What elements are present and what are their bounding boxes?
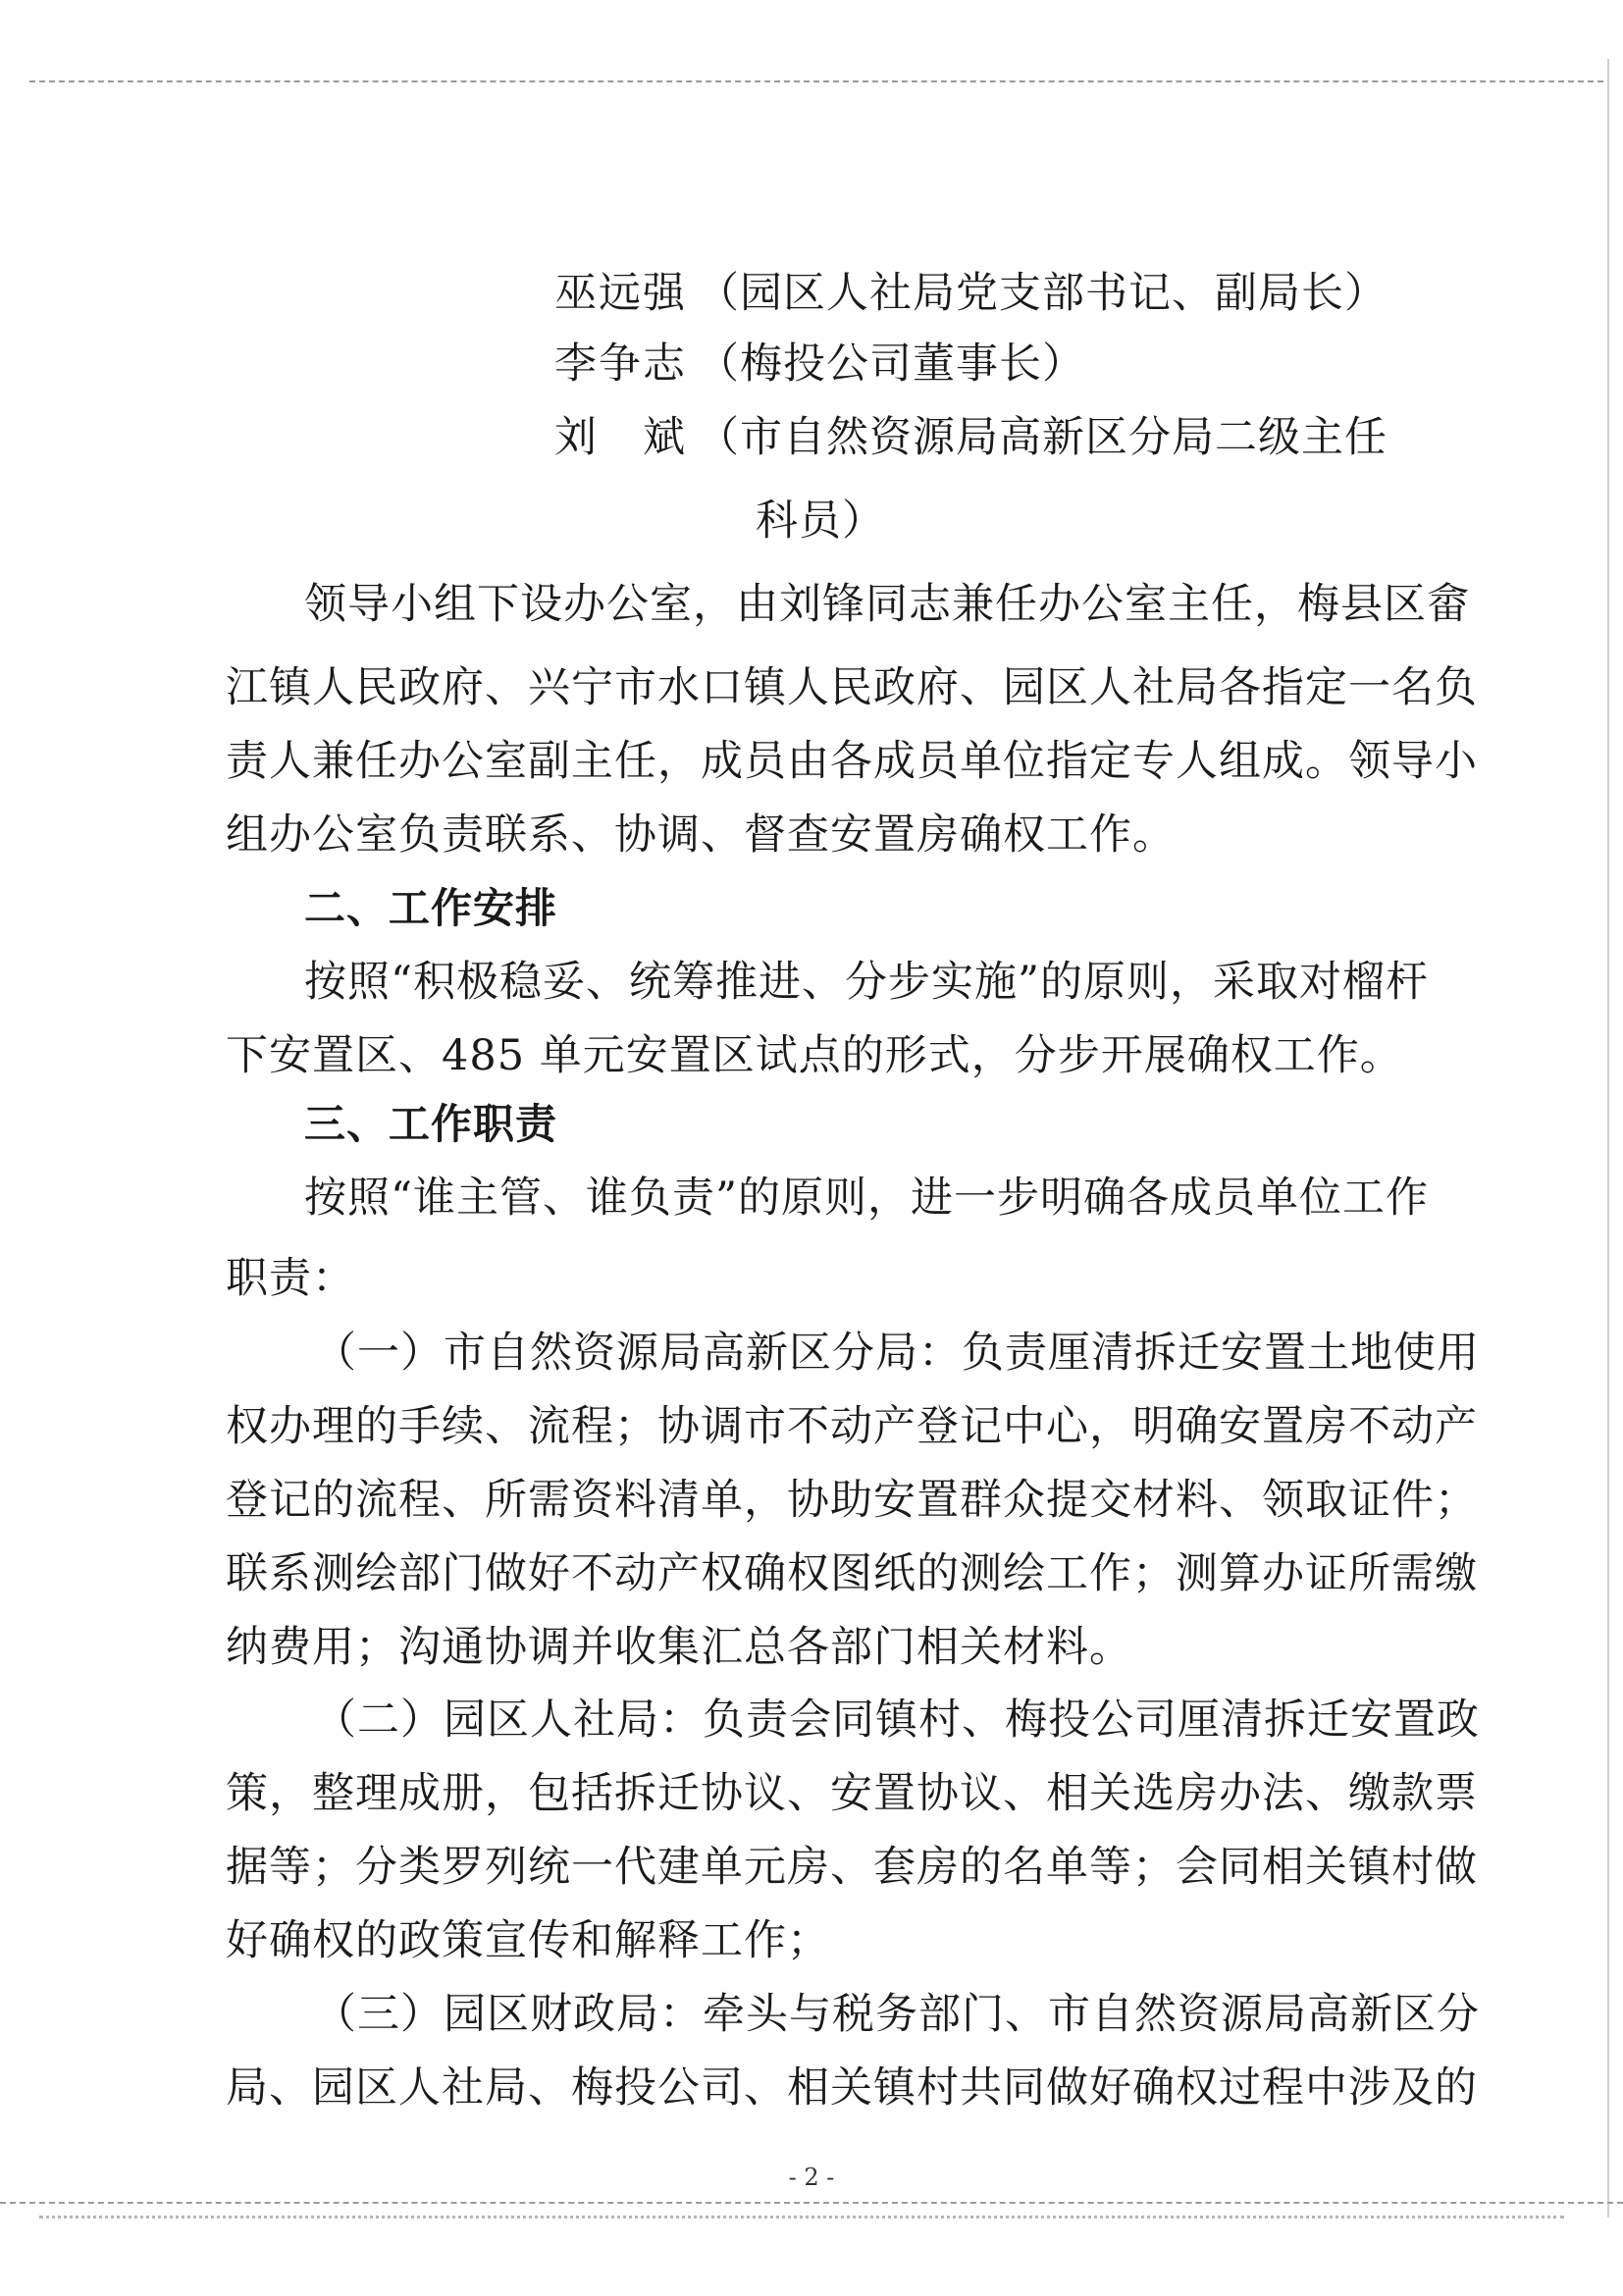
member-name: 刘 斌 <box>554 413 687 462</box>
member-role: （园区人社局党支部书记、副局长） <box>697 269 1387 318</box>
paragraph-line: 职责： <box>226 1254 355 1303</box>
page-number: - 2 - <box>788 2164 835 2191</box>
member-role-continuation: 科员） <box>756 496 885 546</box>
paragraph-line: 策，整理成册，包括拆迁协议、安置协议、相关选房办法、缴款票 <box>226 1769 1478 1818</box>
paragraph-line: 登记的流程、所需资料清单，协助安置群众提交材料、领取证件； <box>226 1476 1478 1525</box>
paragraph-line: 责人兼任办公室副主任，成员由各成员单位指定专人组成。领导小 <box>226 737 1478 786</box>
member-name: 巫远强 <box>554 269 687 318</box>
scan-edge-bottom <box>0 2202 1623 2204</box>
paragraph-line: 下安置区、485 单元安置区试点的形式，分步开展确权工作。 <box>226 1031 1403 1080</box>
paragraph-line: 联系测绘部门做好不动产权确权图纸的测绘工作；测算办证所需缴 <box>226 1549 1478 1598</box>
paragraph-line: 按照“谁主管、谁负责”的原则，进一步明确各成员单位工作 <box>304 1174 1429 1223</box>
paragraph-line: 按照“积极稳妥、统筹推进、分步实施”的原则，采取对榴杆 <box>304 958 1429 1007</box>
paragraph-line: （一）市自然资源局高新区分局：负责厘清拆迁安置土地使用 <box>314 1329 1480 1378</box>
paragraph-line: 局、园区人社局、梅投公司、相关镇村共同做好确权过程中涉及的 <box>226 2063 1478 2113</box>
section-heading: 二、工作安排 <box>304 884 558 932</box>
member-role: （梅投公司董事长） <box>697 339 1085 389</box>
scan-edge-top <box>29 80 1603 82</box>
paragraph-line: 领导小组下设办公室，由刘锋同志兼任办公室主任，梅县区畲 <box>304 580 1470 629</box>
paragraph-line: 权办理的手续、流程；协调市不动产登记中心，明确安置房不动产 <box>226 1402 1478 1451</box>
paragraph-line: 据等；分类罗列统一代建单元房、套房的名单等；会同相关镇村做 <box>226 1843 1478 1892</box>
member-name: 李争志 <box>554 339 687 389</box>
paragraph-line: （三）园区财政局：牵头与税务部门、市自然资源局高新区分 <box>314 1990 1480 2039</box>
paragraph-line: 好确权的政策宣传和解释工作； <box>226 1916 830 1965</box>
scan-edge-bottom-dotted <box>39 2216 1564 2218</box>
paragraph-line: 组办公室负责联系、协调、督查安置房确权工作。 <box>226 810 1176 860</box>
paragraph-line: 江镇人民政府、兴宁市水口镇人民政府、园区人社局各指定一名负 <box>226 663 1478 712</box>
paragraph-line: 纳费用；沟通协调并收集汇总各部门相关材料。 <box>226 1623 1132 1672</box>
scan-edge-right <box>1607 59 1609 2218</box>
section-heading: 三、工作职责 <box>304 1100 558 1148</box>
paragraph-line: （二）园区人社局：负责会同镇村、梅投公司厘清拆迁安置政 <box>314 1696 1480 1745</box>
member-role: （市自然资源局高新区分局二级主任 <box>697 413 1387 462</box>
